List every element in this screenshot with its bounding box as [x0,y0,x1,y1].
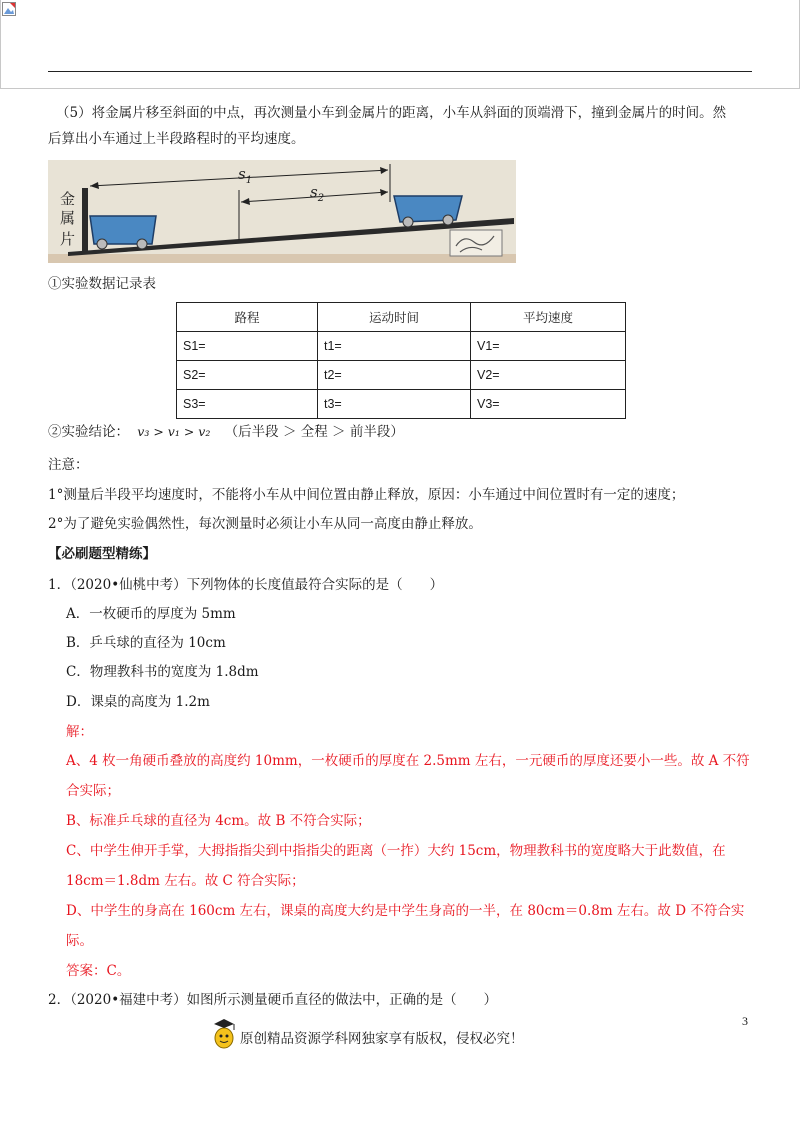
q1-solution-line: 18cm＝1.8dm 左右。故 C 符合实际； [66,873,305,889]
table-cell: S2= [177,361,318,390]
table-cell: V1= [471,332,626,361]
note-item-2: 2°为了避免实验偶然性，每次测量时必须让小车从同一高度由静止释放。 [48,516,482,532]
data-table [176,302,626,419]
q1-solution-line: C、中学生伸开手掌，大拇指指尖到中指指尖的距离（一拃）大约 15cm，物理教科书的宽度略大于此数值，在 [66,843,726,859]
q1-solution-line: 合实际； [66,783,120,799]
metal-plate [82,188,88,254]
s1-label: $s_1$ [238,165,253,186]
footer-copyright: 原创精品资源学科网独家享有版权，侵权必究！ [240,1031,524,1047]
note-item-1: 1°测量后半段平均速度时，不能将小车从中间位置由静止释放，原因：小车通过中间位置时有一定的速度； [48,487,685,503]
section-title: 【必刷题型精练】 [48,546,156,562]
table-row [177,332,626,361]
broken-image-icon [2,2,16,16]
inclined-plane-diagram [48,160,516,263]
conclusion-formula: v₃ > v₁ > v₂ [137,424,211,439]
table-cell: S3= [177,390,318,419]
q1-solution-label: 解： [66,724,93,740]
q1-answer: 答案：C。 [66,963,131,979]
q1-option-d: D．课桌的高度为 1.2m [66,694,210,710]
header-rule [48,71,752,72]
q1-solution-line: B、标准乒乓球的直径为 4cm。故 B 不符合实际； [66,813,371,829]
conclusion-label: ②实验结论： [48,424,129,440]
q1-solution-line: D、中学生的身高在 160cm 左右，课桌的高度大约是中学生身高的一半，在 80cm＝0.8m 左右。故 D 不符合实 [66,903,745,919]
table-header-time: 运动时间 [318,303,471,332]
mascot-icon [210,1016,238,1050]
table-cell: S1= [177,332,318,361]
s2-label: $s_2$ [310,183,325,204]
table-header-speed: 平均速度 [471,303,626,332]
intro-line-1: （5）将金属片移至斜面的中点，再次测量小车到金属片的距离，小车从斜面的顶端滑下，撞到金属片的时间。然 [56,105,727,121]
table-title: ①实验数据记录表 [48,276,156,292]
header-frame [0,0,800,89]
table-cell: V2= [471,361,626,390]
q1-stem: 1．（2020•仙桃中考）下列物体的长度值最符合实际的是（ ） [48,577,444,593]
table-cell: t2= [318,361,471,390]
plate-label-1: 金 [60,190,76,208]
q1-option-c: C．物理教科书的宽度为 1.8dm [66,664,259,680]
table-header-distance: 路程 [177,303,318,332]
stopwatch-sketch [450,230,502,256]
conclusion-note: （后半段 ＞ 全程 ＞ 前半段） [224,424,404,440]
plate-label-3: 片 [60,230,76,248]
table-cell: V3= [471,390,626,419]
table-cell: t1= [318,332,471,361]
plate-label-2: 属 [60,209,76,227]
q1-option-b: B．乒乓球的直径为 10cm [66,635,226,651]
conclusion [48,422,404,442]
table-cell: t3= [318,390,471,419]
q2-stem: 2．（2020•福建中考）如图所示测量硬币直径的做法中，正确的是（ ） [48,992,498,1008]
cart-left [90,216,156,249]
table-row [177,390,626,419]
q1-solution-line: 际。 [66,933,93,949]
table-header-row [177,303,626,332]
q1-option-a: A．一枚硬币的厚度为 5mm [66,606,236,622]
notes-title: 注意： [48,457,89,473]
page-number: 3 [742,1014,748,1028]
intro-line-2: 后算出小车通过上半段路程时的平均速度。 [48,131,305,147]
q1-solution-line: A、4 枚一角硬币叠放的高度约 10mm，一枚硬币的厚度在 2.5mm 左右，一元硬币的厚度还要小一些。故 A 不符 [66,753,750,769]
table-row [177,361,626,390]
